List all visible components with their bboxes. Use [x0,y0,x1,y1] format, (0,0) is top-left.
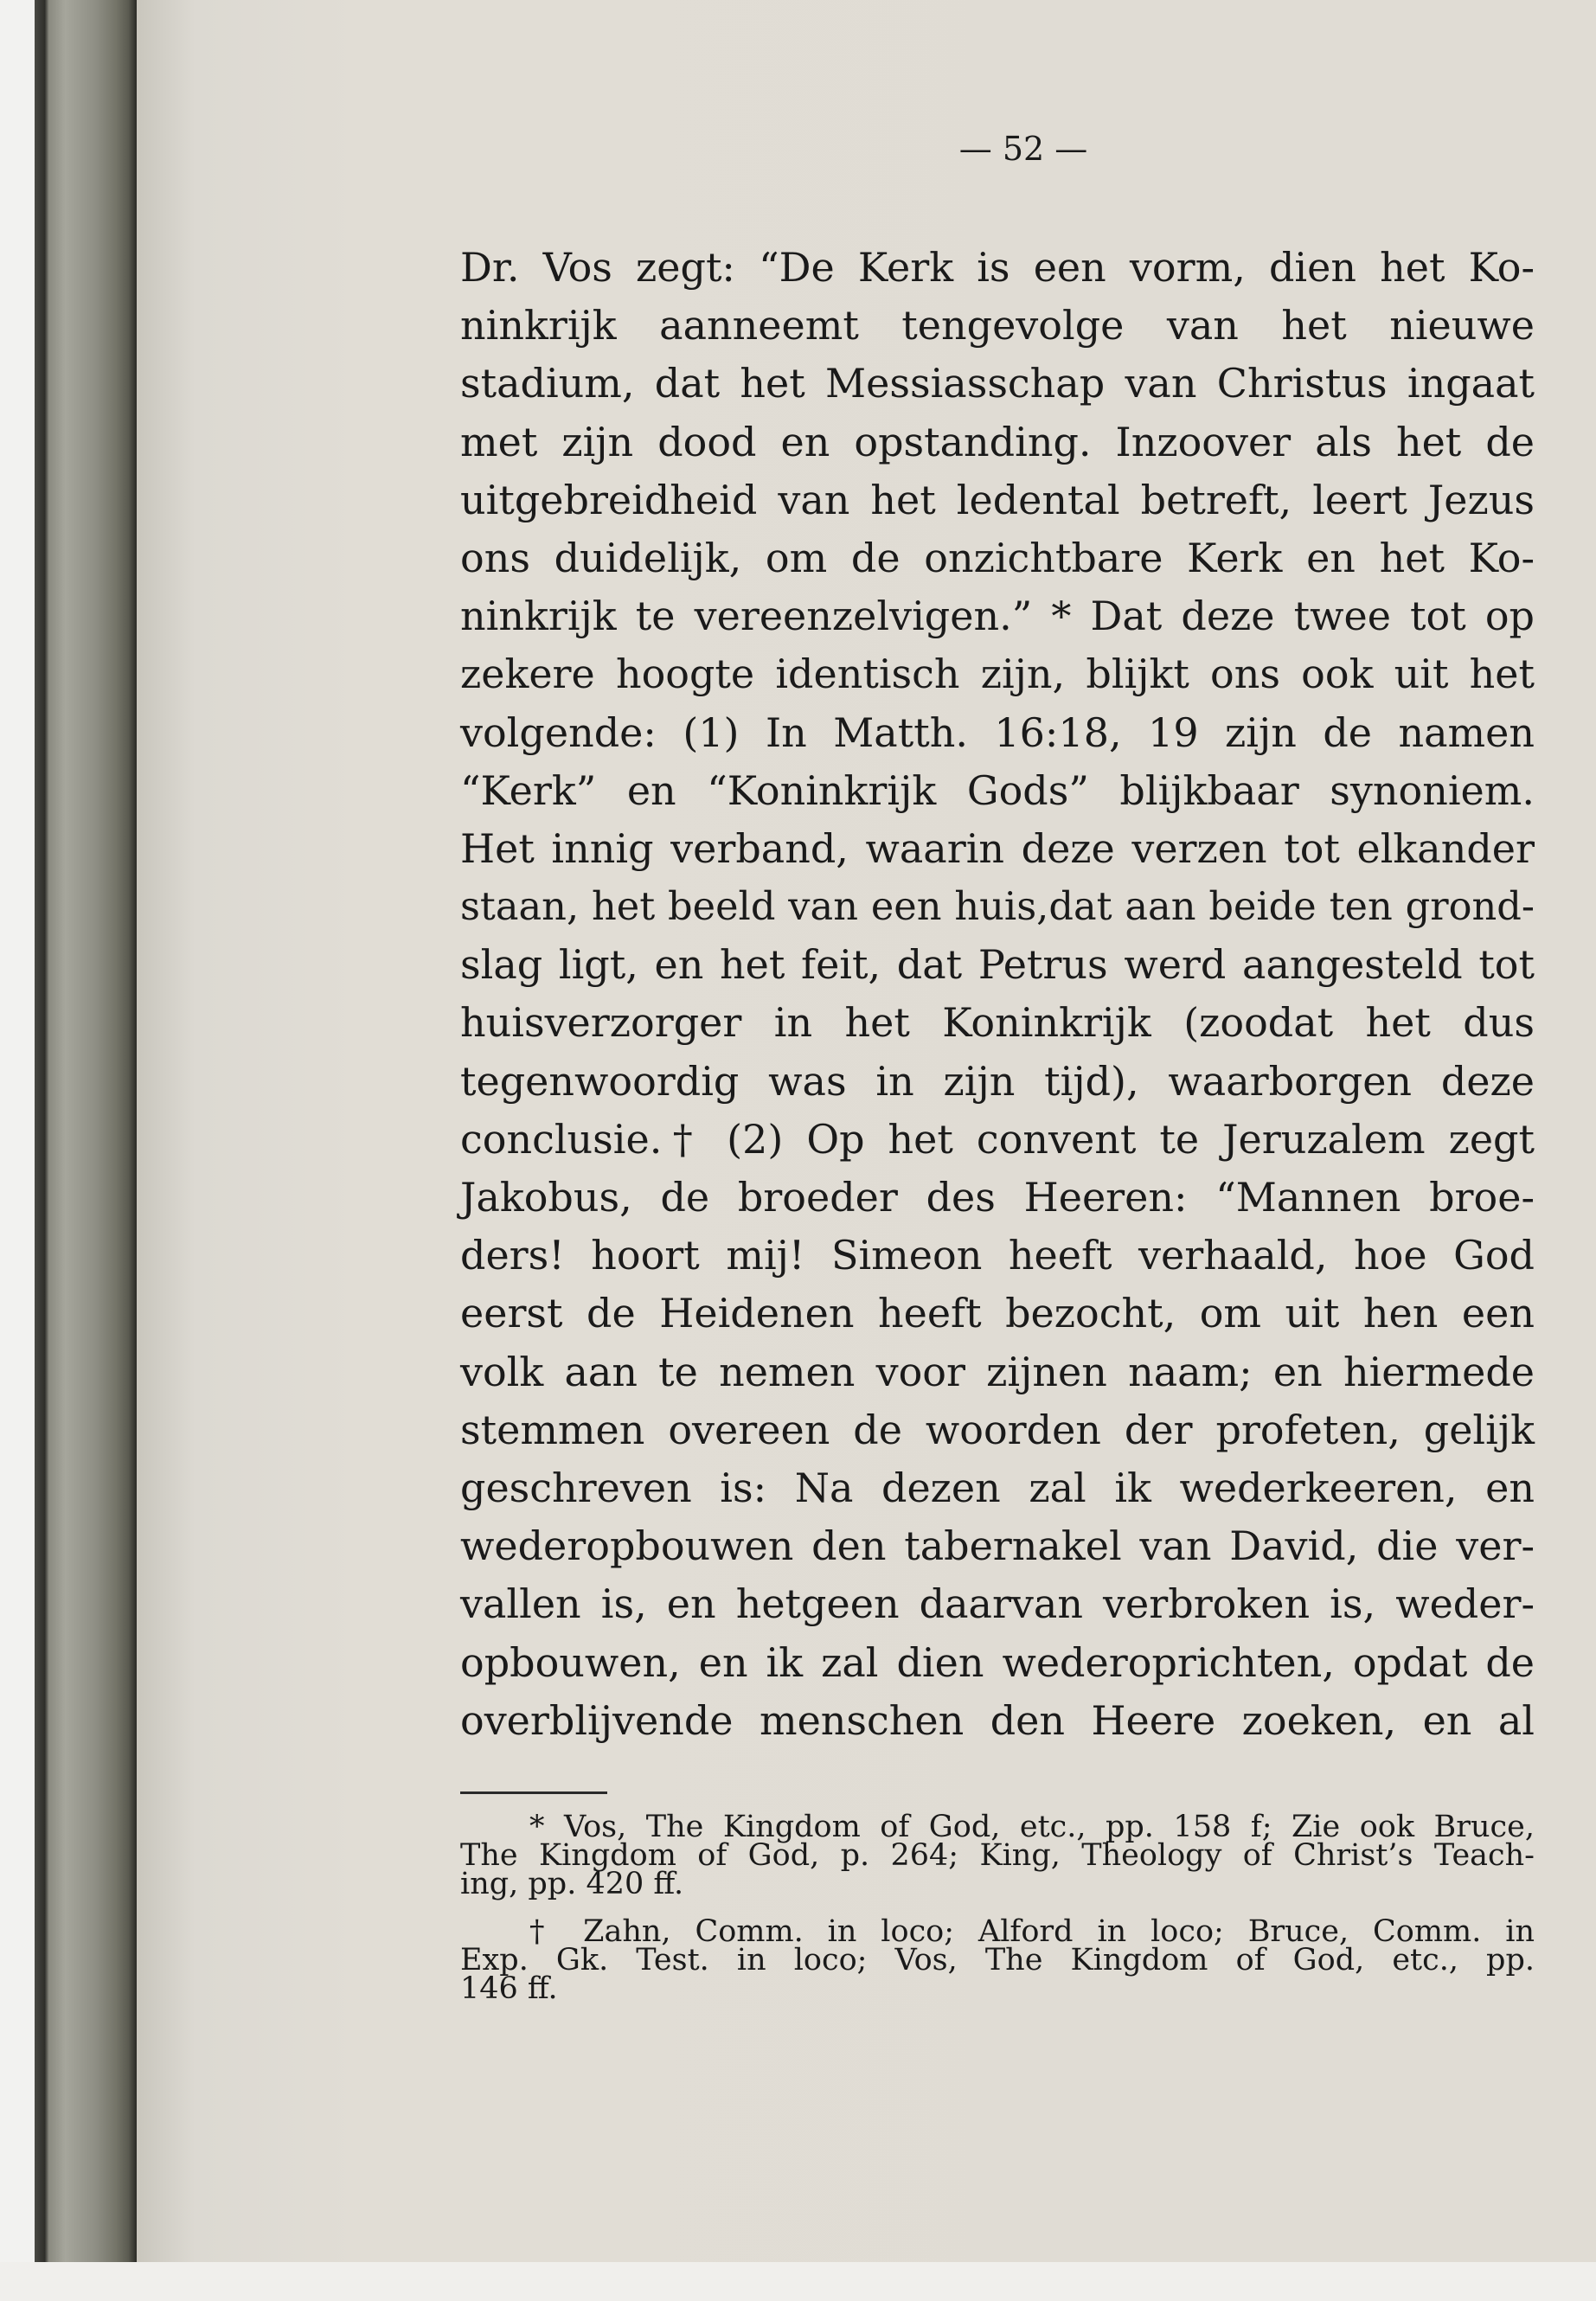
body-line: ons duidelijk, om de onzichtbare Kerk en het Ko- [460,534,1535,581]
footnote-line: † Zahn, Comm. in loco; Alford in loco; Bruce, Comm. in [529,1913,1535,1949]
footnote-line: * Vos, The Kingdom of God, etc., pp. 158 f; Zie ook Bruce, [529,1809,1535,1844]
body-line: volk aan te nemen voor zijnen naam; en hiermede [460,1348,1535,1395]
footnote-line: ing, pp. 420 ff. [460,1866,684,1901]
body-line: “Kerk” en “Koninkrijk Gods” blijkbaar synoniem. [460,766,1535,814]
body-line: stemmen overeen de woorden der profeten, gelijk [460,1406,1535,1453]
body-line: overblijvende menschen den Heere zoeken, en al [460,1696,1535,1744]
footnote [460,1809,1535,1901]
footnote-line: 146 ff. [460,1971,558,2006]
body-line: ninkrijk te vereenzelvigen.” * Dat deze twee tot op [460,593,1535,640]
body-line: met zijn dood en opstanding. Inzoover als het de [460,418,1535,465]
body-line: conclusie.† (2) Op het convent te Jeruzalem zegt [460,1115,1535,1163]
footnote-line: The Kingdom of God, p. 264; King, Theology of Christ’s Teach- [460,1837,1535,1873]
body-line: geschreven is: Na dezen zal ik wederkeeren, en [460,1464,1535,1511]
body-line: slag ligt, en het feit, dat Petrus werd aangesteld tot [460,941,1535,989]
body-line: wederopbouwen den tabernakel van David, die ver- [460,1522,1535,1570]
body-line: ninkrijk aanneemt tengevolge van het nieuwe [460,302,1535,349]
footnote [460,1913,1535,2006]
body-line: vallen is, en hetgeen daarvan verbroken is, weder- [460,1580,1535,1628]
body-text [460,239,1535,1750]
body-line: opbouwen, en ik zal dien wederoprichten, opdat de [460,1638,1535,1686]
body-line: uitgebreidheid van het ledental betreft, leert Jezus [460,476,1535,523]
body-line: tegenwoordig was in zijn tijd), waarborgen deze [460,1057,1535,1105]
body-line: volgende: (1) In Matth. 16:18, 19 zijn de namen [460,708,1535,756]
scan-left-margin [0,0,35,2301]
footnote-rule [460,1791,607,1794]
body-line: Het innig verband, waarin deze verzen tot elkander [460,824,1535,872]
body-line: zekere hoogte identisch zijn, blijkt ons ook uit het [460,651,1535,698]
book-spine [35,0,137,2262]
body-line: stadium, dat het Messiasschap van Christus ingaat [460,360,1535,407]
body-line: ders! hoort mij! Simeon heeft verhaald, hoe God [460,1232,1535,1279]
body-line: eerst de Heidenen heeft bezocht, om uit hen een [460,1290,1535,1337]
body-line: staan, het beeld van een huis,dat aan beide ten grond- [460,884,1535,930]
page-content [460,130,1535,2006]
footnote-line: Exp. Gk. Test. in loco; Vos, The Kingdom of God, etc., pp. [460,1942,1535,1977]
body-line: huisverzorger in het Koninkrijk (zoodat het dus [460,999,1535,1047]
body-line: Dr. Vos zegt: “De Kerk is een vorm, dien het Ko- [460,244,1535,291]
body-line: Jakobus, de broeder des Heeren: “Mannen broe- [460,1174,1535,1221]
page-number: — 52 — [958,130,1088,168]
scan-bottom-margin [0,2262,1596,2301]
